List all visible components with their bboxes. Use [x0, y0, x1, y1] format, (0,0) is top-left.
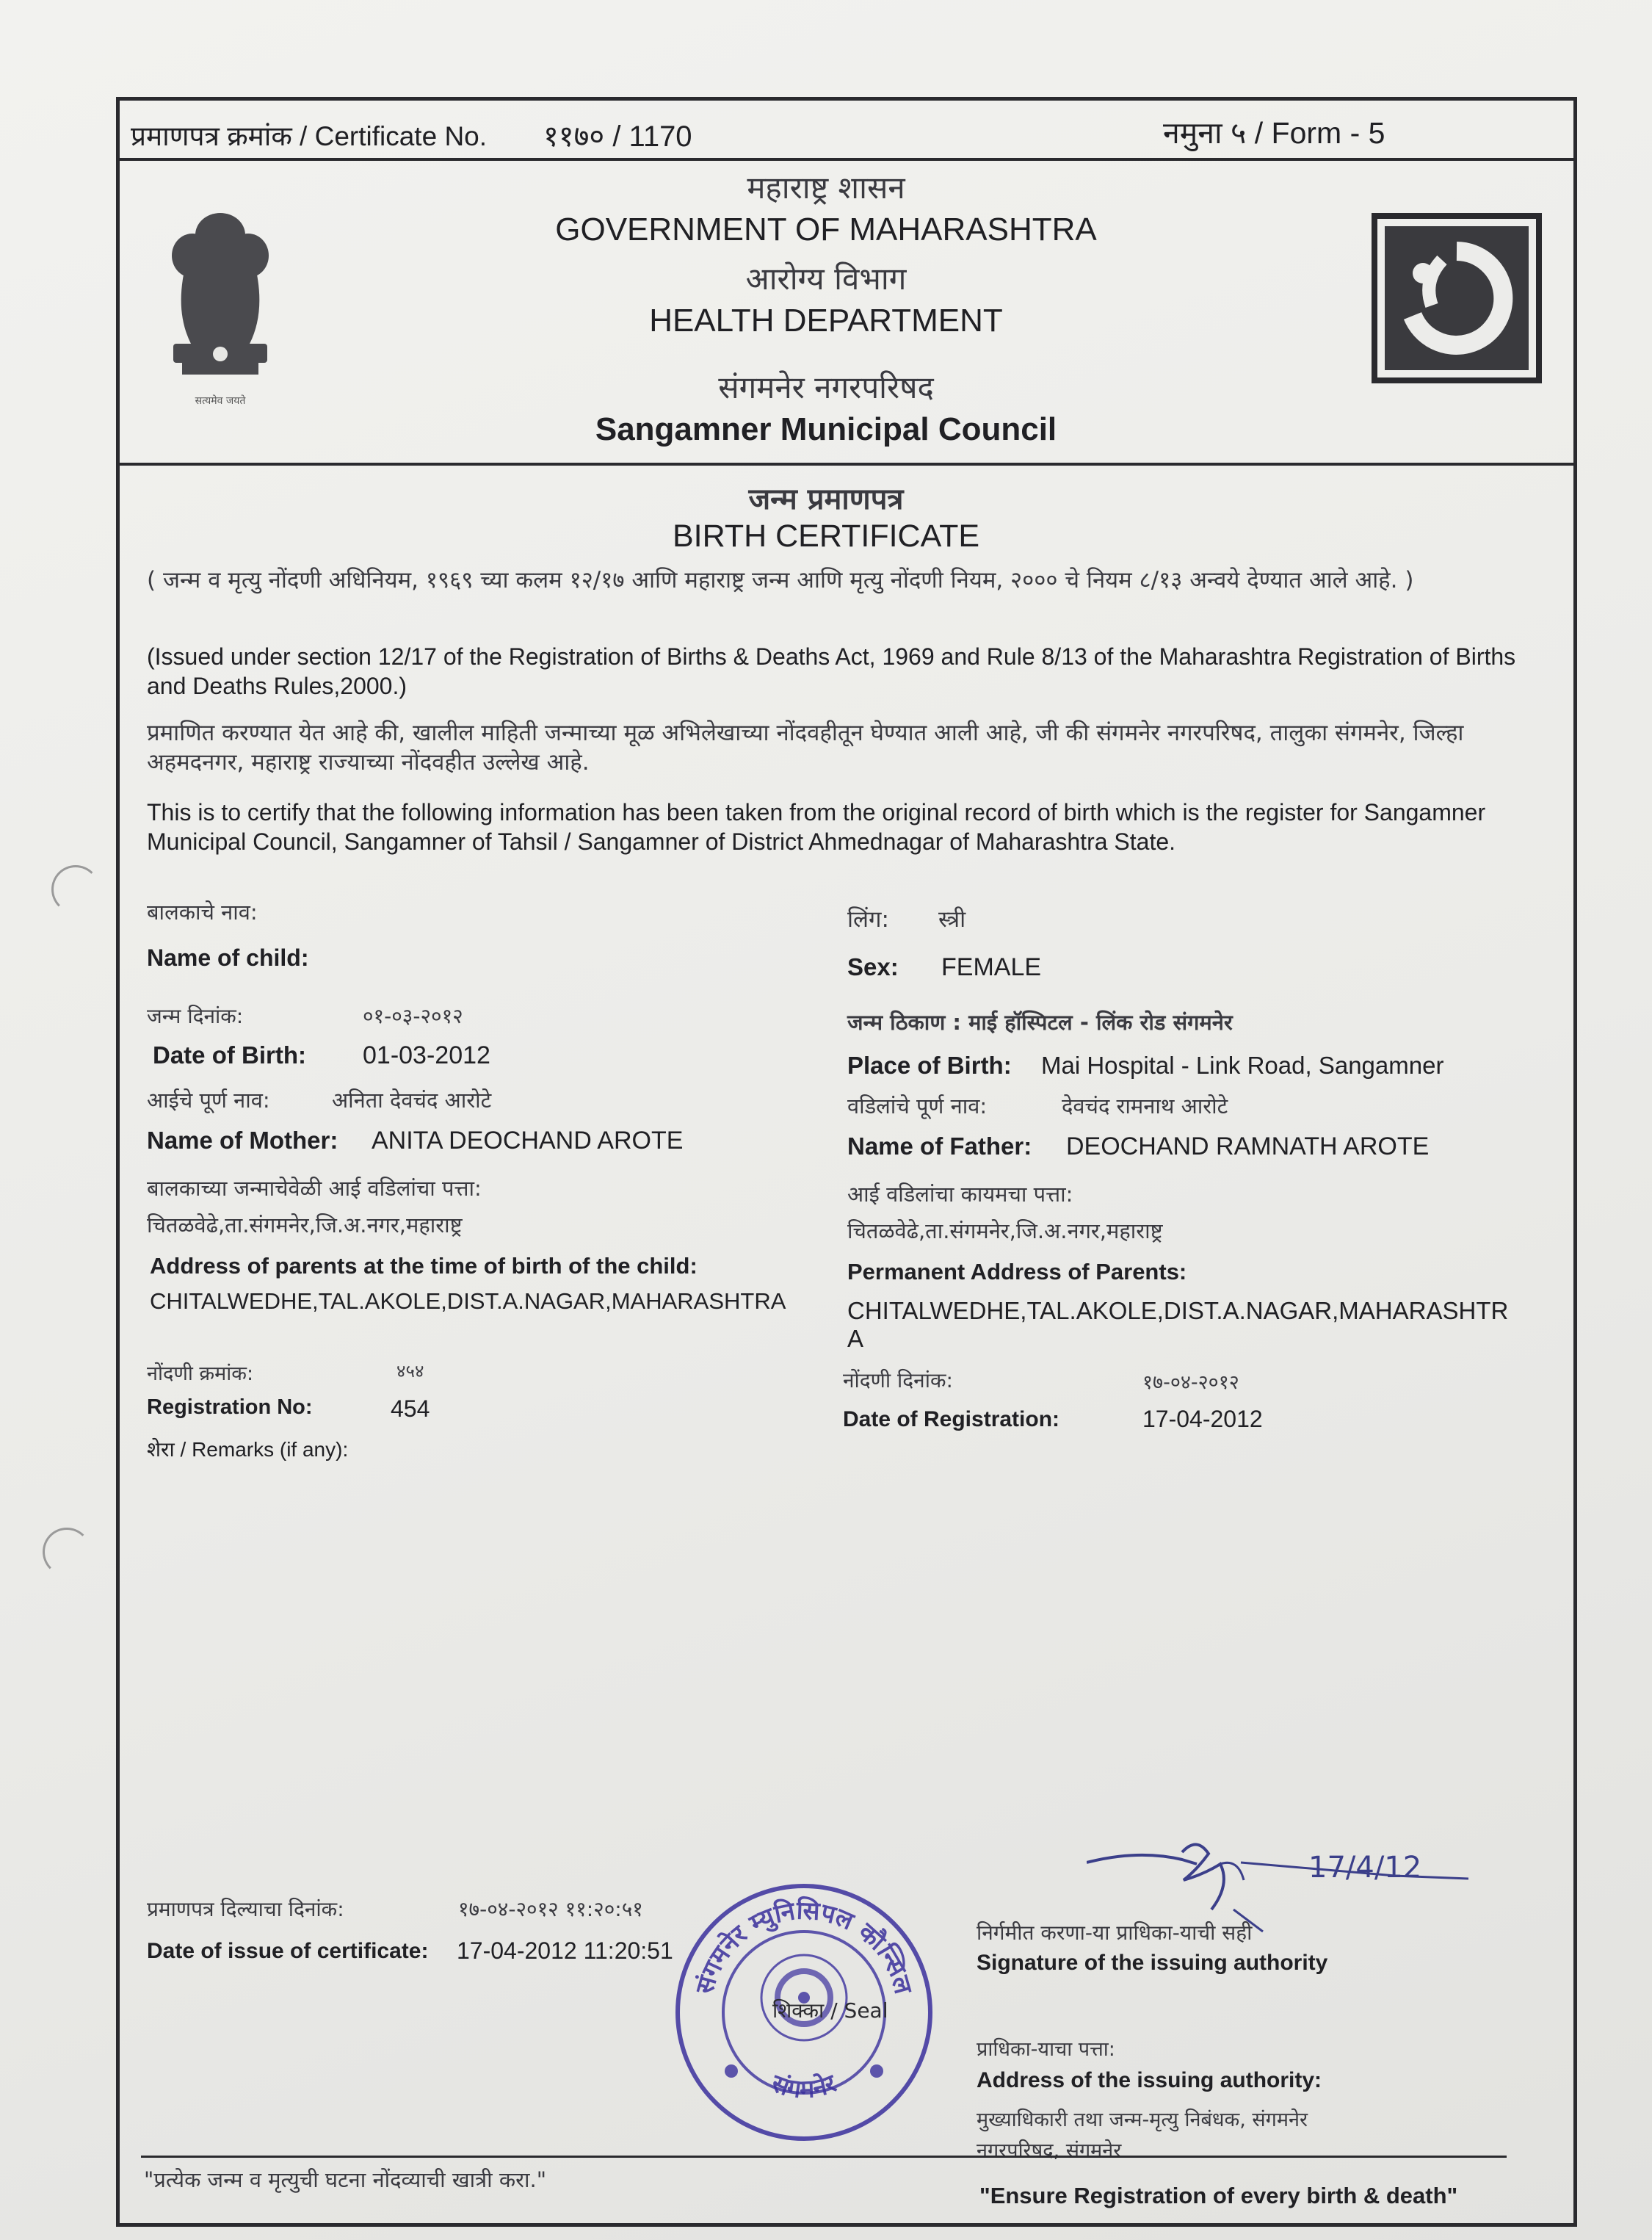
registration-date-label-marathi: नोंदणी दिनांक:	[843, 1368, 953, 1392]
issuer-divider	[120, 463, 1573, 466]
government-name-marathi: महाराष्ट्र शासन	[747, 170, 905, 206]
dob-label-marathi: जन्म दिनांक:	[147, 1004, 244, 1028]
mother-value: ANITA DEOCHAND AROTE	[372, 1127, 684, 1155]
seal-text-top: संगमनेर म्युनिसिपल कौन्सिल	[689, 1896, 919, 1998]
certification-marathi: प्रमाणित करण्यात येत आहे की, खालील माहिती जन्माच्या मूळ अभिलेखाच्या नोंदवहीतून घेण्यात आली आहे, जी की संगमनेर नगरपरिषद, तालुका संगमनेर, जिल्हा अहमदनगर, महाराष्ट्र राज्याच्या नोंदवहीत उल्लेख आहे.	[147, 720, 1464, 776]
registration-no-label-marathi: नोंदणी क्रमांक:	[147, 1362, 254, 1385]
form-number: नमुना ५ / Form - 5	[1163, 116, 1385, 150]
department-name-marathi: आरोग्य विभाग	[745, 261, 907, 297]
registration-date-value: 17-04-2012	[1142, 1406, 1263, 1432]
pob-value: Mai Hospital - Link Road, Sangamner	[1041, 1052, 1444, 1079]
permanent-address-value: CHITALWEDHE,TAL.AKOLE,DIST.A.NAGAR,MAHARASHTRA	[847, 1297, 1509, 1352]
birth-address-value: CHITALWEDHE,TAL.AKOLE,DIST.A.NAGAR,MAHARASHTRA	[150, 1288, 786, 1314]
permanent-address-label: Permanent Address of Parents:	[847, 1259, 1187, 1285]
seal-text-bottom: संगमनेर	[767, 2068, 841, 2105]
certification-statement: This is to certify that the following information has been taken from the original record of birth which is the register for Sangamner Municipal Council, Sangamner of Tahsil / Sangamner of District Ahmednagar of Maharashtra State.	[147, 799, 1486, 855]
mother-label: Name of Mother:	[147, 1127, 338, 1154]
father-label: Name of Father:	[847, 1132, 1032, 1160]
certificate-no-label: प्रमाणपत्र क्रमांक / Certificate No.	[131, 121, 488, 151]
birth-address-value-marathi: चितळवेढे,ता.संगमनेर,जि.अ.नगर,महाराष्ट्र	[147, 1213, 463, 1238]
punch-hole-mark	[51, 865, 100, 914]
registration-date-label: Date of Registration:	[843, 1407, 1060, 1431]
issue-date-label: Date of issue of certificate:	[147, 1939, 429, 1963]
government-name: GOVERNMENT OF MAHARASHTRA	[555, 212, 1097, 248]
certificate-no-value: ११७० / 1170	[543, 120, 692, 153]
mother-value-marathi: अनिता देवचंद आरोटे	[332, 1088, 492, 1113]
authority-address-line-1: मुख्याधिकारी तथा जन्म-मृत्यु निबंधक, संगमनेर	[977, 2109, 1308, 2131]
issue-date-value-marathi: १७-०४-२०१२ ११:२०:५१	[458, 1897, 643, 1921]
issue-date-value: 17-04-2012 11:20:51	[457, 1937, 673, 1964]
council-name-marathi: संगमनेर नगरपरिषद	[718, 369, 934, 405]
legal-clause-marathi: ( जन्म व मृत्यु नोंदणी अधिनियम, १९६९ च्या कलम १२/१७ आणि महाराष्ट्र जन्म आणि मृत्यु नोंदणी नियम, २००० चे नियम ८/१३ अन्वये देण्यात आले आहे. )	[147, 567, 1414, 593]
authority-address-line-2: नगरपरिषद, संगमनेर	[977, 2139, 1122, 2162]
pob-label-marathi: जन्म ठिकाण : माई हॉस्पिटल - लिंक रोड संगमनेर	[847, 1010, 1233, 1035]
sex-value-marathi: स्त्री	[938, 906, 966, 933]
child-name-label-marathi: बालकाचे नाव:	[147, 900, 258, 925]
sex-value: FEMALE	[941, 953, 1042, 981]
signature-label-marathi: निर्गमीत करणा-या प्राधिका-याची सही	[977, 1921, 1253, 1945]
birth-address-label: Address of parents at the time of birth of the child:	[150, 1253, 698, 1279]
legal-clause: (Issued under section 12/17 of the Registration of Births & Deaths Act, 1969 and Rule 8/13 of the Maharashtra Registration of Births and Deaths Rules,2000.)	[147, 643, 1516, 699]
emblem-caption: सत्यमेव जयते	[195, 395, 246, 407]
registration-no-label: Registration No:	[147, 1395, 313, 1419]
title-marathi: जन्म प्रमाणपत्र	[748, 483, 904, 516]
certificate-title: BIRTH CERTIFICATE	[672, 519, 980, 554]
registration-no-value: 454	[391, 1395, 430, 1422]
dob-value: 01-03-2012	[363, 1041, 490, 1069]
father-value: DEOCHAND RAMNATH AROTE	[1066, 1132, 1430, 1160]
permanent-address-value-marathi: चितळवेढे,ता.संगमनेर,जि.अ.नगर,महाराष्ट्र	[847, 1218, 1163, 1243]
child-name-label: Name of child:	[147, 944, 309, 971]
permanent-address-label-marathi: आई वडिलांचा कायमचा पत्ता:	[847, 1182, 1073, 1207]
mother-label-marathi: आईचे पूर्ण नाव:	[147, 1088, 270, 1113]
birth-address-label-marathi: बालकाच्या जन्माचेवेळी आई वडिलांचा पत्ता:	[147, 1176, 482, 1201]
footer-slogan-marathi: "प्रत्येक जन्म व मृत्युची घटना नोंदव्याची खात्री करा."	[144, 2167, 547, 2192]
father-label-marathi: वडिलांचे पूर्ण नाव:	[847, 1094, 988, 1119]
registration-no-value-marathi: ४५४	[396, 1361, 424, 1381]
registration-date-value-marathi: १७-०४-२०१२	[1142, 1371, 1239, 1394]
department-name: HEALTH DEPARTMENT	[649, 303, 1003, 339]
remarks-label: शेरा / Remarks (if any):	[147, 1438, 349, 1461]
pob-label: Place of Birth:	[847, 1052, 1012, 1079]
punch-hole-mark	[43, 1528, 91, 1576]
council-name: Sangamner Municipal Council	[595, 411, 1057, 447]
father-value-marathi: देवचंद रामनाथ आरोटे	[1062, 1094, 1228, 1119]
issue-date-label-marathi: प्रमाणपत्र दिल्याचा दिनांक:	[147, 1897, 344, 1921]
header-divider	[120, 158, 1573, 161]
sex-label: Sex:	[847, 953, 899, 980]
signature-date-note: 17/4/12	[1308, 1851, 1422, 1885]
signature-label: Signature of the issuing authority	[977, 1951, 1328, 1975]
council-logo-icon	[1372, 213, 1542, 383]
seal-label: शिक्का / Seal	[772, 1998, 888, 2023]
authority-address-label: Address of the issuing authority:	[977, 2068, 1322, 2092]
dob-value-marathi: ०१-०३-२०१२	[363, 1004, 463, 1028]
authority-address-label-marathi: प्राधिका-याचा पत्ता:	[977, 2038, 1115, 2061]
sex-label-marathi: लिंग:	[847, 906, 889, 933]
dob-label: Date of Birth:	[153, 1041, 306, 1069]
footer-slogan: "Ensure Registration of every birth & death"	[979, 2183, 1458, 2208]
